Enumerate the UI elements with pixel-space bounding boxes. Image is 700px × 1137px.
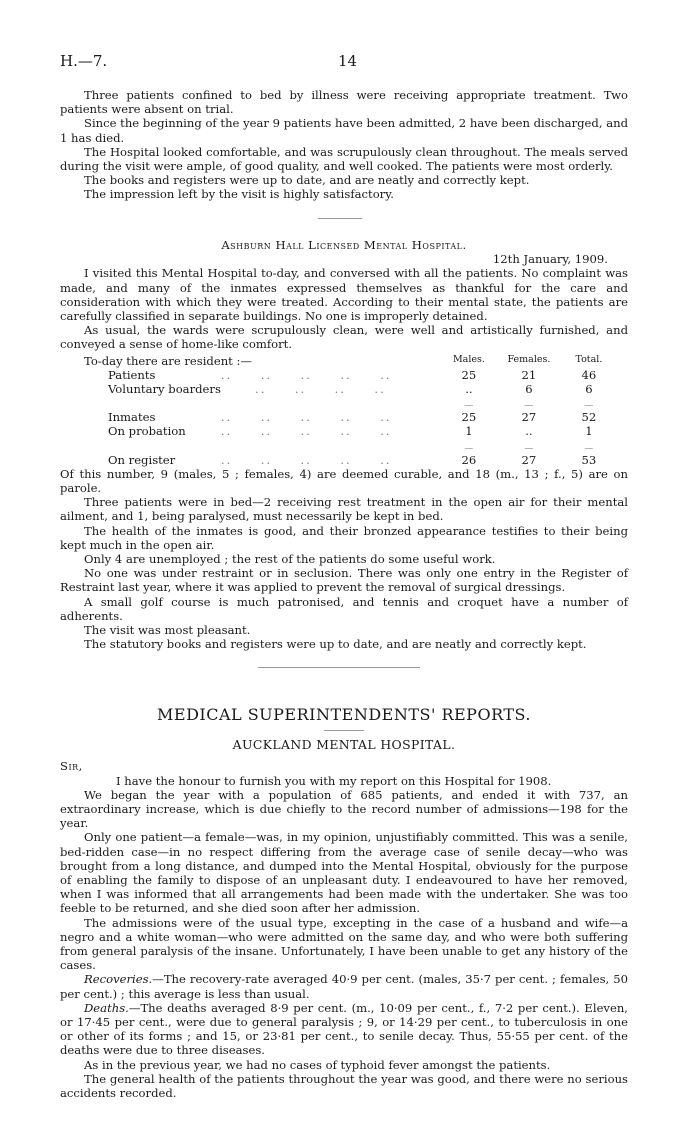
paragraph: I visited this Mental Hospital to-day, and conversed with all the patients. No complaint was made, and many of the inmates expressed themselves as thankful for the care and consideration with which they were treated. According to their mental state, the patients are carefully classified in separate buildings. No one is improperly detained. — [60, 266, 628, 324]
table-row — [84, 453, 619, 467]
section-visit-notes — [60, 88, 628, 202]
paragraph: As usual, the wards were scrupulously clean, were well and artistically furnished, and conveyed a sense of home-like comfort. — [60, 323, 628, 352]
leader-dots: .. .. .. .. — [220, 382, 386, 397]
cell-males: 25 — [461, 367, 477, 382]
section-divider — [318, 218, 362, 219]
cell-total: 52 — [581, 410, 597, 425]
leader-dots: .. .. .. .. .. — [220, 424, 392, 439]
leader-dots: .. .. .. .. .. — [220, 452, 392, 467]
paragraph: Only one patient—a female—was, in my opinion, unjustifiably committed. This was a senile, bed-ridden case—in no respect differing from the average case of senile decay—who was brought from a long distance, and dumped into the Mental Hospital, obviously for the purpose of enabling the family to dispose of an unpleasant duty. I endeavoured to have her removed, when I was informed that all arrangements had been made with the undertaker. She was too feeble to be returned, and she died soon after her admission. — [60, 830, 628, 916]
paragraph: The statutory books and registers were up to date, and are neatly and correctly kept. — [84, 637, 587, 652]
table-row — [84, 382, 619, 396]
paragraph: The health of the inmates is good, and their bronzed appearance testifies to their being kept much in the open air. — [60, 523, 628, 552]
paragraph: The general health of the patients throughout the year was good, and there were no serious accidents recorded. — [60, 1071, 628, 1101]
paragraph: As in the previous year, we had no cases of typhoid fever amongst the patients. — [84, 1057, 551, 1072]
paragraph: Three patients were in bed—2 receiving rest treatment in the open air for their mental ailment, and 1, being paralysed, must necessarily be kept in bed. — [60, 495, 628, 524]
main-heading: MEDICAL SUPERINTENDENTS' REPORTS. — [157, 705, 531, 724]
paragraph-text: —The recovery-rate averaged 40·9 per cent. (males, 35·7 per cent. ; females, 50 per cent.) ; this average is less than usual. — [60, 972, 628, 1001]
resident-table — [84, 352, 619, 467]
cell-males: 26 — [461, 452, 477, 467]
page-number: 14 — [338, 52, 358, 70]
row-label: On probation — [108, 424, 186, 439]
inline-heading: Recoveries. — [84, 972, 153, 987]
paragraph-recoveries — [60, 972, 628, 1000]
leader-dots: .. .. .. .. .. — [220, 367, 392, 382]
section-divider — [258, 667, 420, 668]
row-label: Inmates — [108, 410, 156, 425]
paragraph: The admissions were of the usual type, excepting in the case of a husband and wife—a negro and a white woman—who were admitted on the same day, and who were both suffering from general paralysis of the insane. Unfortunately, I have been unable to get any history of the cases. — [60, 915, 628, 973]
inline-heading: Deaths. — [84, 1000, 129, 1015]
row-label: Patients — [108, 367, 156, 382]
section-heading: Ashburn Hall Licensed Mental Hospital. — [221, 238, 467, 252]
table-row — [84, 424, 619, 438]
cell-females: 27 — [521, 410, 537, 425]
paragraph: No one was under restraint or in seclusion. There was only one entry in the Register of Restraint last year, where it was applied to prevent the removal of surgical dressings. — [60, 566, 628, 595]
paragraph: The books and registers were up to date, and are neatly and correctly kept. — [84, 173, 530, 188]
paragraph: Only 4 are unemployed ; the rest of the patients do some useful work. — [84, 552, 496, 567]
table-row — [84, 368, 619, 382]
heading-rule — [324, 730, 364, 731]
leader-dots: .. .. .. .. .. — [220, 410, 392, 425]
page-header-reference: H.—7. — [60, 52, 108, 70]
column-header-females: Females. — [507, 353, 551, 365]
cell-total: 53 — [581, 452, 597, 467]
cell-males: 25 — [461, 410, 477, 425]
paragraph: Of this number, 9 (males, 5 ; females, 4) are deemed curable, and 18 (m., 13 ; f., 5) are on parole. — [60, 466, 628, 496]
ashburn-hall-section — [60, 238, 628, 651]
row-label: On register — [108, 452, 176, 467]
row-label: Voluntary boarders — [108, 382, 221, 397]
salutation: Sir, — [60, 759, 83, 774]
paragraph: The impression left by the visit is highly satisfactory. — [84, 187, 394, 202]
cell-females: 21 — [521, 367, 537, 382]
cell-females: .. — [525, 424, 533, 439]
paragraph: Three patients confined to bed by illness were receiving appropriate treatment. Two patients were absent on trial. — [60, 88, 628, 117]
paragraph: We began the year with a population of 685 patients, and ended it with 737, an extraordinary increase, which is due chiefly to the record number of admissions—198 for the year. — [60, 787, 628, 831]
paragraph: Since the beginning of the year 9 patients have been admitted, 2 have been discharged, and 1 has died. — [60, 116, 629, 145]
paragraph: A small golf course is much patronised, and tennis and croquet have a number of adherents. — [60, 594, 628, 623]
column-header-males: Males. — [452, 353, 485, 365]
cell-females: 27 — [521, 452, 537, 467]
table-subtotal-rule: — — — — [464, 443, 594, 454]
cell-total: 6 — [585, 382, 593, 397]
cell-females: 6 — [525, 382, 533, 397]
paragraph: The visit was most pleasant. — [84, 623, 251, 638]
table-row — [84, 410, 619, 424]
report-date: 12th January, 1909. — [492, 252, 608, 267]
paragraph: The Hospital looked comfortable, and was scrupulously clean throughout. The meals served during the visit were ample, of good quality, and well cooked. The patients were most orderly. — [60, 144, 628, 174]
table-intro: To-day there are resident :— — [84, 353, 253, 368]
cell-total: 46 — [581, 367, 597, 382]
paragraph-deaths — [60, 1001, 628, 1058]
sub-heading: AUCKLAND MENTAL HOSPITAL. — [232, 737, 456, 753]
cell-males: .. — [465, 382, 473, 397]
paragraph-text: —The deaths averaged 8·9 per cent. (m., 10·09 per cent., f., 7·2 per cent.). Eleven, or 17·45 per cent., were due to general paralysis ; 9, or 14·29 per cent., to tuberculosis in one or other of its forms ; and 15, or 23·81 per cent., to senile decay. Thus, 55·55 per cent. of the deaths were due to three diseases. — [60, 1000, 628, 1058]
column-header-total: Total. — [575, 353, 603, 365]
medical-reports-section — [60, 705, 628, 1101]
table-subtotal-rule: — — — — [464, 401, 594, 412]
cell-total: 1 — [585, 424, 593, 439]
paragraph: I have the honour to furnish you with my report on this Hospital for 1908. — [116, 773, 552, 788]
cell-males: 1 — [465, 424, 473, 439]
